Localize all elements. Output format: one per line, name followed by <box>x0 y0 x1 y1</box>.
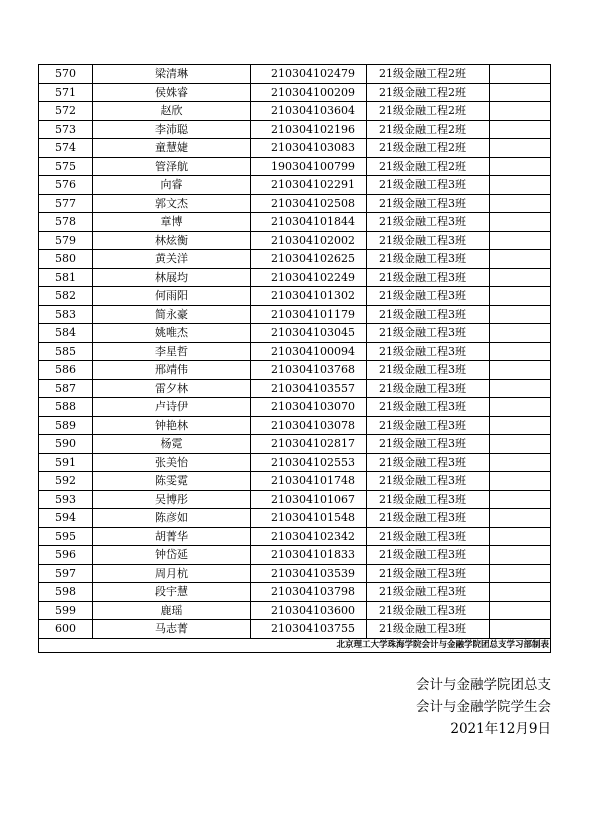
empty-cell <box>490 213 551 232</box>
empty-cell <box>490 379 551 398</box>
student-id: 210304103045 <box>251 324 367 343</box>
student-name: 管泽航 <box>93 157 251 176</box>
roster-sheet <box>38 64 550 653</box>
class-name: 21级金融工程3班 <box>367 490 490 509</box>
row-number: 572 <box>39 102 93 121</box>
class-name: 21级金融工程3班 <box>367 268 490 287</box>
student-id: 210304101179 <box>251 305 367 324</box>
table-row <box>39 361 551 380</box>
student-name: 吴博彤 <box>93 490 251 509</box>
class-name: 21级金融工程2班 <box>367 157 490 176</box>
student-name: 杨霓 <box>93 435 251 454</box>
student-id: 210304103539 <box>251 564 367 583</box>
class-name: 21级金融工程2班 <box>367 65 490 84</box>
table-footer-note: 北京理工大学珠海学院会计与金融学院团总支学习部制表 <box>39 638 551 652</box>
table-footer-row <box>39 638 551 652</box>
student-id: 210304103768 <box>251 361 367 380</box>
row-number: 598 <box>39 583 93 602</box>
student-id: 210304101302 <box>251 287 367 306</box>
class-name: 21级金融工程3班 <box>367 379 490 398</box>
table-row <box>39 83 551 102</box>
student-id: 210304102002 <box>251 231 367 250</box>
student-name: 张美怡 <box>93 453 251 472</box>
table-row <box>39 564 551 583</box>
row-number: 576 <box>39 176 93 195</box>
student-id: 210304102249 <box>251 268 367 287</box>
row-number: 599 <box>39 601 93 620</box>
student-id: 210304103600 <box>251 601 367 620</box>
empty-cell <box>490 65 551 84</box>
student-name: 陈彦如 <box>93 509 251 528</box>
class-name: 21级金融工程2班 <box>367 102 490 121</box>
table-row <box>39 342 551 361</box>
student-id: 210304103798 <box>251 583 367 602</box>
row-number: 596 <box>39 546 93 565</box>
empty-cell <box>490 250 551 269</box>
class-name: 21级金融工程3班 <box>367 194 490 213</box>
student-name: 章博 <box>93 213 251 232</box>
class-name: 21级金融工程3班 <box>367 620 490 639</box>
class-name: 21级金融工程3班 <box>367 176 490 195</box>
class-name: 21级金融工程3班 <box>367 583 490 602</box>
empty-cell <box>490 194 551 213</box>
class-name: 21级金融工程3班 <box>367 342 490 361</box>
empty-cell <box>490 453 551 472</box>
row-number: 570 <box>39 65 93 84</box>
roster-table <box>38 64 551 653</box>
empty-cell <box>490 620 551 639</box>
empty-cell <box>490 398 551 417</box>
student-id: 210304102196 <box>251 120 367 139</box>
table-row <box>39 139 551 158</box>
row-number: 592 <box>39 472 93 491</box>
student-name: 胡菁华 <box>93 527 251 546</box>
student-id: 210304101548 <box>251 509 367 528</box>
student-name: 梁清琳 <box>93 65 251 84</box>
row-number: 584 <box>39 324 93 343</box>
empty-cell <box>490 564 551 583</box>
empty-cell <box>490 176 551 195</box>
empty-cell <box>490 287 551 306</box>
student-name: 童慧婕 <box>93 139 251 158</box>
signature-org-union: 会计与金融学院学生会 <box>416 699 551 715</box>
table-row <box>39 287 551 306</box>
empty-cell <box>490 268 551 287</box>
student-name: 段宇慧 <box>93 583 251 602</box>
student-id: 210304103755 <box>251 620 367 639</box>
empty-cell <box>490 361 551 380</box>
student-name: 李沛聪 <box>93 120 251 139</box>
empty-cell <box>490 305 551 324</box>
class-name: 21级金融工程3班 <box>367 509 490 528</box>
row-number: 589 <box>39 416 93 435</box>
table-row <box>39 213 551 232</box>
row-number: 578 <box>39 213 93 232</box>
empty-cell <box>490 527 551 546</box>
student-name: 简永豪 <box>93 305 251 324</box>
table-row <box>39 231 551 250</box>
table-row <box>39 620 551 639</box>
table-row <box>39 398 551 417</box>
class-name: 21级金融工程3班 <box>367 361 490 380</box>
empty-cell <box>490 342 551 361</box>
class-name: 21级金融工程3班 <box>367 231 490 250</box>
student-id: 210304102817 <box>251 435 367 454</box>
empty-cell <box>490 601 551 620</box>
class-name: 21级金融工程3班 <box>367 213 490 232</box>
empty-cell <box>490 416 551 435</box>
class-name: 21级金融工程3班 <box>367 287 490 306</box>
student-name: 黄关洋 <box>93 250 251 269</box>
student-id: 210304103078 <box>251 416 367 435</box>
student-id: 210304102342 <box>251 527 367 546</box>
class-name: 21级金融工程3班 <box>367 250 490 269</box>
table-row <box>39 268 551 287</box>
signature-date: 2021年12月9日 <box>450 721 551 737</box>
empty-cell <box>490 120 551 139</box>
student-id: 210304101067 <box>251 490 367 509</box>
class-name: 21级金融工程3班 <box>367 453 490 472</box>
student-id: 210304102625 <box>251 250 367 269</box>
row-number: 579 <box>39 231 93 250</box>
class-name: 21级金融工程2班 <box>367 83 490 102</box>
row-number: 571 <box>39 83 93 102</box>
table-row <box>39 453 551 472</box>
table-row <box>39 120 551 139</box>
class-name: 21级金融工程3班 <box>367 435 490 454</box>
row-number: 580 <box>39 250 93 269</box>
table-row <box>39 490 551 509</box>
class-name: 21级金融工程3班 <box>367 527 490 546</box>
student-name: 林展均 <box>93 268 251 287</box>
class-name: 21级金融工程2班 <box>367 139 490 158</box>
student-name: 邢靖伟 <box>93 361 251 380</box>
table-row <box>39 305 551 324</box>
row-number: 574 <box>39 139 93 158</box>
student-name: 赵欣 <box>93 102 251 121</box>
class-name: 21级金融工程3班 <box>367 416 490 435</box>
roster-body <box>39 65 551 639</box>
class-name: 21级金融工程3班 <box>367 324 490 343</box>
empty-cell <box>490 490 551 509</box>
row-number: 587 <box>39 379 93 398</box>
class-name: 21级金融工程3班 <box>367 472 490 491</box>
student-id: 210304103070 <box>251 398 367 417</box>
empty-cell <box>490 324 551 343</box>
student-name: 钟岱延 <box>93 546 251 565</box>
empty-cell <box>490 509 551 528</box>
student-id: 210304101833 <box>251 546 367 565</box>
table-row <box>39 583 551 602</box>
table-row <box>39 601 551 620</box>
table-row <box>39 250 551 269</box>
table-row <box>39 102 551 121</box>
student-id: 210304102291 <box>251 176 367 195</box>
student-id: 210304103083 <box>251 139 367 158</box>
empty-cell <box>490 231 551 250</box>
table-row <box>39 324 551 343</box>
empty-cell <box>490 83 551 102</box>
table-row <box>39 546 551 565</box>
row-number: 575 <box>39 157 93 176</box>
table-row <box>39 416 551 435</box>
student-name: 鹿瑶 <box>93 601 251 620</box>
empty-cell <box>490 583 551 602</box>
row-number: 582 <box>39 287 93 306</box>
row-number: 573 <box>39 120 93 139</box>
row-number: 586 <box>39 361 93 380</box>
row-number: 577 <box>39 194 93 213</box>
table-row <box>39 509 551 528</box>
empty-cell <box>490 435 551 454</box>
table-row <box>39 65 551 84</box>
row-number: 594 <box>39 509 93 528</box>
empty-cell <box>490 139 551 158</box>
student-name: 陈雯霓 <box>93 472 251 491</box>
empty-cell <box>490 472 551 491</box>
class-name: 21级金融工程3班 <box>367 601 490 620</box>
empty-cell <box>490 546 551 565</box>
row-number: 588 <box>39 398 93 417</box>
row-number: 591 <box>39 453 93 472</box>
student-name: 钟艳林 <box>93 416 251 435</box>
class-name: 21级金融工程3班 <box>367 305 490 324</box>
signature-org-league: 会计与金融学院团总支 <box>416 677 551 693</box>
row-number: 590 <box>39 435 93 454</box>
class-name: 21级金融工程3班 <box>367 564 490 583</box>
student-name: 郭文杰 <box>93 194 251 213</box>
class-name: 21级金融工程2班 <box>367 120 490 139</box>
student-id: 210304101844 <box>251 213 367 232</box>
row-number: 581 <box>39 268 93 287</box>
class-name: 21级金融工程3班 <box>367 398 490 417</box>
student-name: 卢诗伊 <box>93 398 251 417</box>
row-number: 600 <box>39 620 93 639</box>
student-id: 210304101748 <box>251 472 367 491</box>
empty-cell <box>490 157 551 176</box>
table-row <box>39 379 551 398</box>
student-id: 210304100209 <box>251 83 367 102</box>
student-id: 210304103557 <box>251 379 367 398</box>
student-name: 侯姝睿 <box>93 83 251 102</box>
student-name: 向睿 <box>93 176 251 195</box>
student-name: 马志菁 <box>93 620 251 639</box>
student-id: 190304100799 <box>251 157 367 176</box>
student-name: 雷夕林 <box>93 379 251 398</box>
table-row <box>39 194 551 213</box>
row-number: 593 <box>39 490 93 509</box>
signature-block <box>416 674 551 740</box>
student-id: 210304102479 <box>251 65 367 84</box>
table-row <box>39 157 551 176</box>
class-name: 21级金融工程3班 <box>367 546 490 565</box>
student-id: 210304103604 <box>251 102 367 121</box>
table-row <box>39 176 551 195</box>
table-row <box>39 472 551 491</box>
student-name: 周月杭 <box>93 564 251 583</box>
student-id: 210304102553 <box>251 453 367 472</box>
student-id: 210304100094 <box>251 342 367 361</box>
row-number: 583 <box>39 305 93 324</box>
row-number: 597 <box>39 564 93 583</box>
student-name: 何雨阳 <box>93 287 251 306</box>
table-row <box>39 527 551 546</box>
student-id: 210304102508 <box>251 194 367 213</box>
row-number: 585 <box>39 342 93 361</box>
row-number: 595 <box>39 527 93 546</box>
student-name: 李星哲 <box>93 342 251 361</box>
empty-cell <box>490 102 551 121</box>
table-row <box>39 435 551 454</box>
student-name: 林炫衡 <box>93 231 251 250</box>
student-name: 姚唯杰 <box>93 324 251 343</box>
